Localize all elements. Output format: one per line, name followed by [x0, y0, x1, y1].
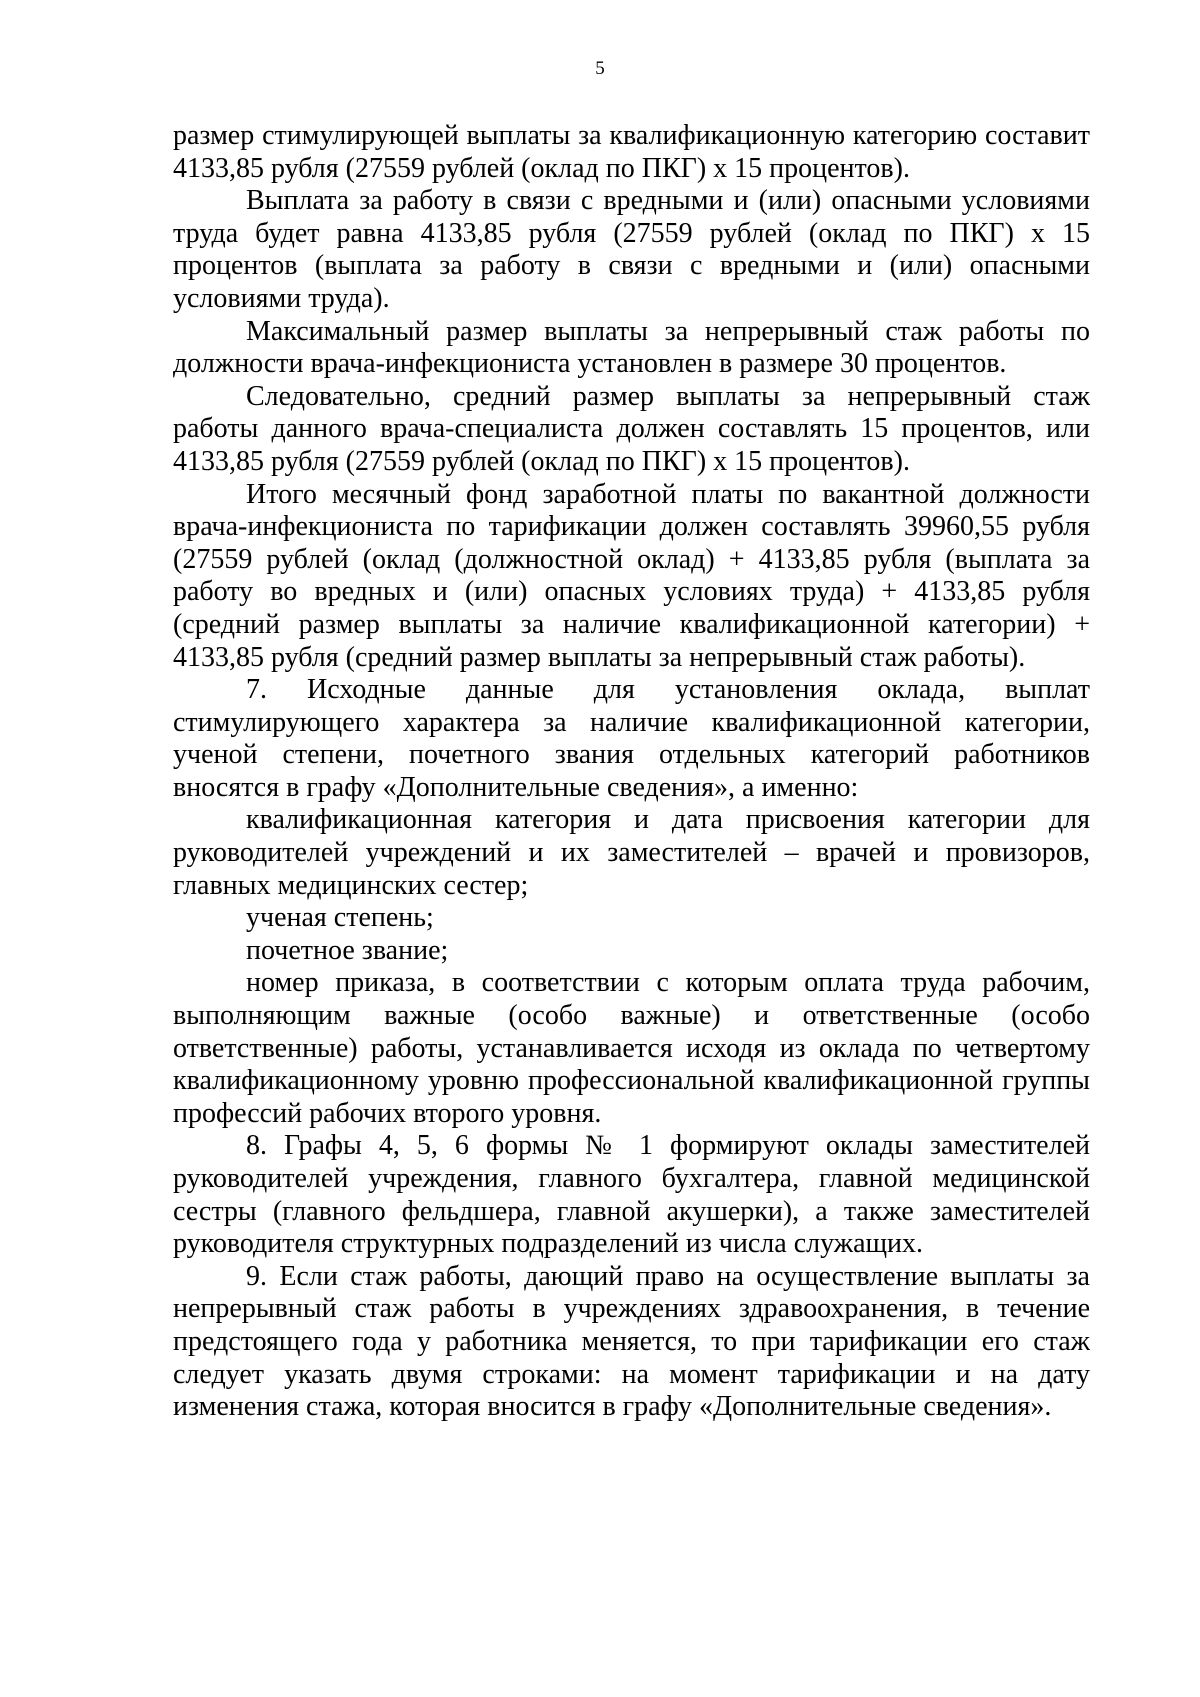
paragraph-1: размер стимулирующей выплаты за квалификационную категорию составит 4133,85 рубля (27559 рублей (оклад по ПКГ) х 15 процентов). — [173, 120, 1090, 184]
paragraph-12: 9. Если стаж работы, дающий право на осуществление выплаты за непрерывный стаж работы в учреждениях здравоохранения, в течение предстоящего года у работника меняется, то при тарификации его стаж следует указать двумя строками: на момент тарификации и на дату изменения стажа, которая вносится в графу «Дополнительные сведения». — [173, 1260, 1090, 1423]
paragraph-11: 8. Графы 4, 5, 6 формы № 1 формируют оклады заместителей руководителей учреждения, главного бухгалтера, главной медицинской сестры (главного фельдшера, главной акушерки), а также заместителей руководителя структурных подразделений из числа служащих. — [173, 1130, 1090, 1260]
paragraph-7: квалификационная категория и дата присвоения категории для руководителей учреждений и их заместителей – врачей и провизоров, главных медицинских сестер; — [173, 804, 1090, 901]
paragraph-4: Следовательно, средний размер выплаты за непрерывный стаж работы данного врача-специалиста должен составлять 15 процентов, или 4133,85 рубля (27559 рублей (оклад по ПКГ) х 15 процентов). — [173, 380, 1090, 477]
paragraph-2: Выплата за работу в связи с вредными и (или) опасными условиями труда будет равна 4133,85 рубля (27559 рублей (оклад по ПКГ) х 15 процентов (выплата за работу в связи с вредными и (или) опасными условиями труда). — [173, 185, 1090, 314]
paragraph-5: Итого месячный фонд заработной платы по вакантной должности врача-инфекциониста по тарификации должен составлять 39960,55 рубля (27559 рублей (оклад (должностной оклад) + 4133,85 рубля (выплата за работу во вредных и (или) опасных условиях труда) + 4133,85 рубля (средний размер выплаты за наличие квалификационной категории) + 4133,85 рубля (средний размер выплаты за непрерывный стаж работы). — [173, 478, 1090, 673]
document-body — [173, 120, 1090, 1424]
paragraph-3: Максимальный размер выплаты за непрерывный стаж работы по должности врача-инфекциониста установлен в размере 30 процентов. — [173, 315, 1090, 380]
paragraph-10: номер приказа, в соответствии с которым оплата труда рабочим, выполняющим важные (особо важные) и ответственные (особо ответственные) работы, устанавливается исходя из оклада по четвертому квалификационному уровню профессиональной квалификационной группы профессий рабочих второго уровня. — [173, 967, 1090, 1129]
paragraph-9: почетное звание; — [246, 934, 449, 966]
page-number: 5 — [595, 58, 605, 79]
paragraph-6: 7. Исходные данные для установления оклада, выплат стимулирующего характера за наличие квалификационной категории, ученой степени, почетного звания отдельных категорий работников вносятся в графу «Дополнительные сведения», а именно: — [173, 674, 1090, 803]
paragraph-8: ученая степень; — [246, 902, 434, 934]
